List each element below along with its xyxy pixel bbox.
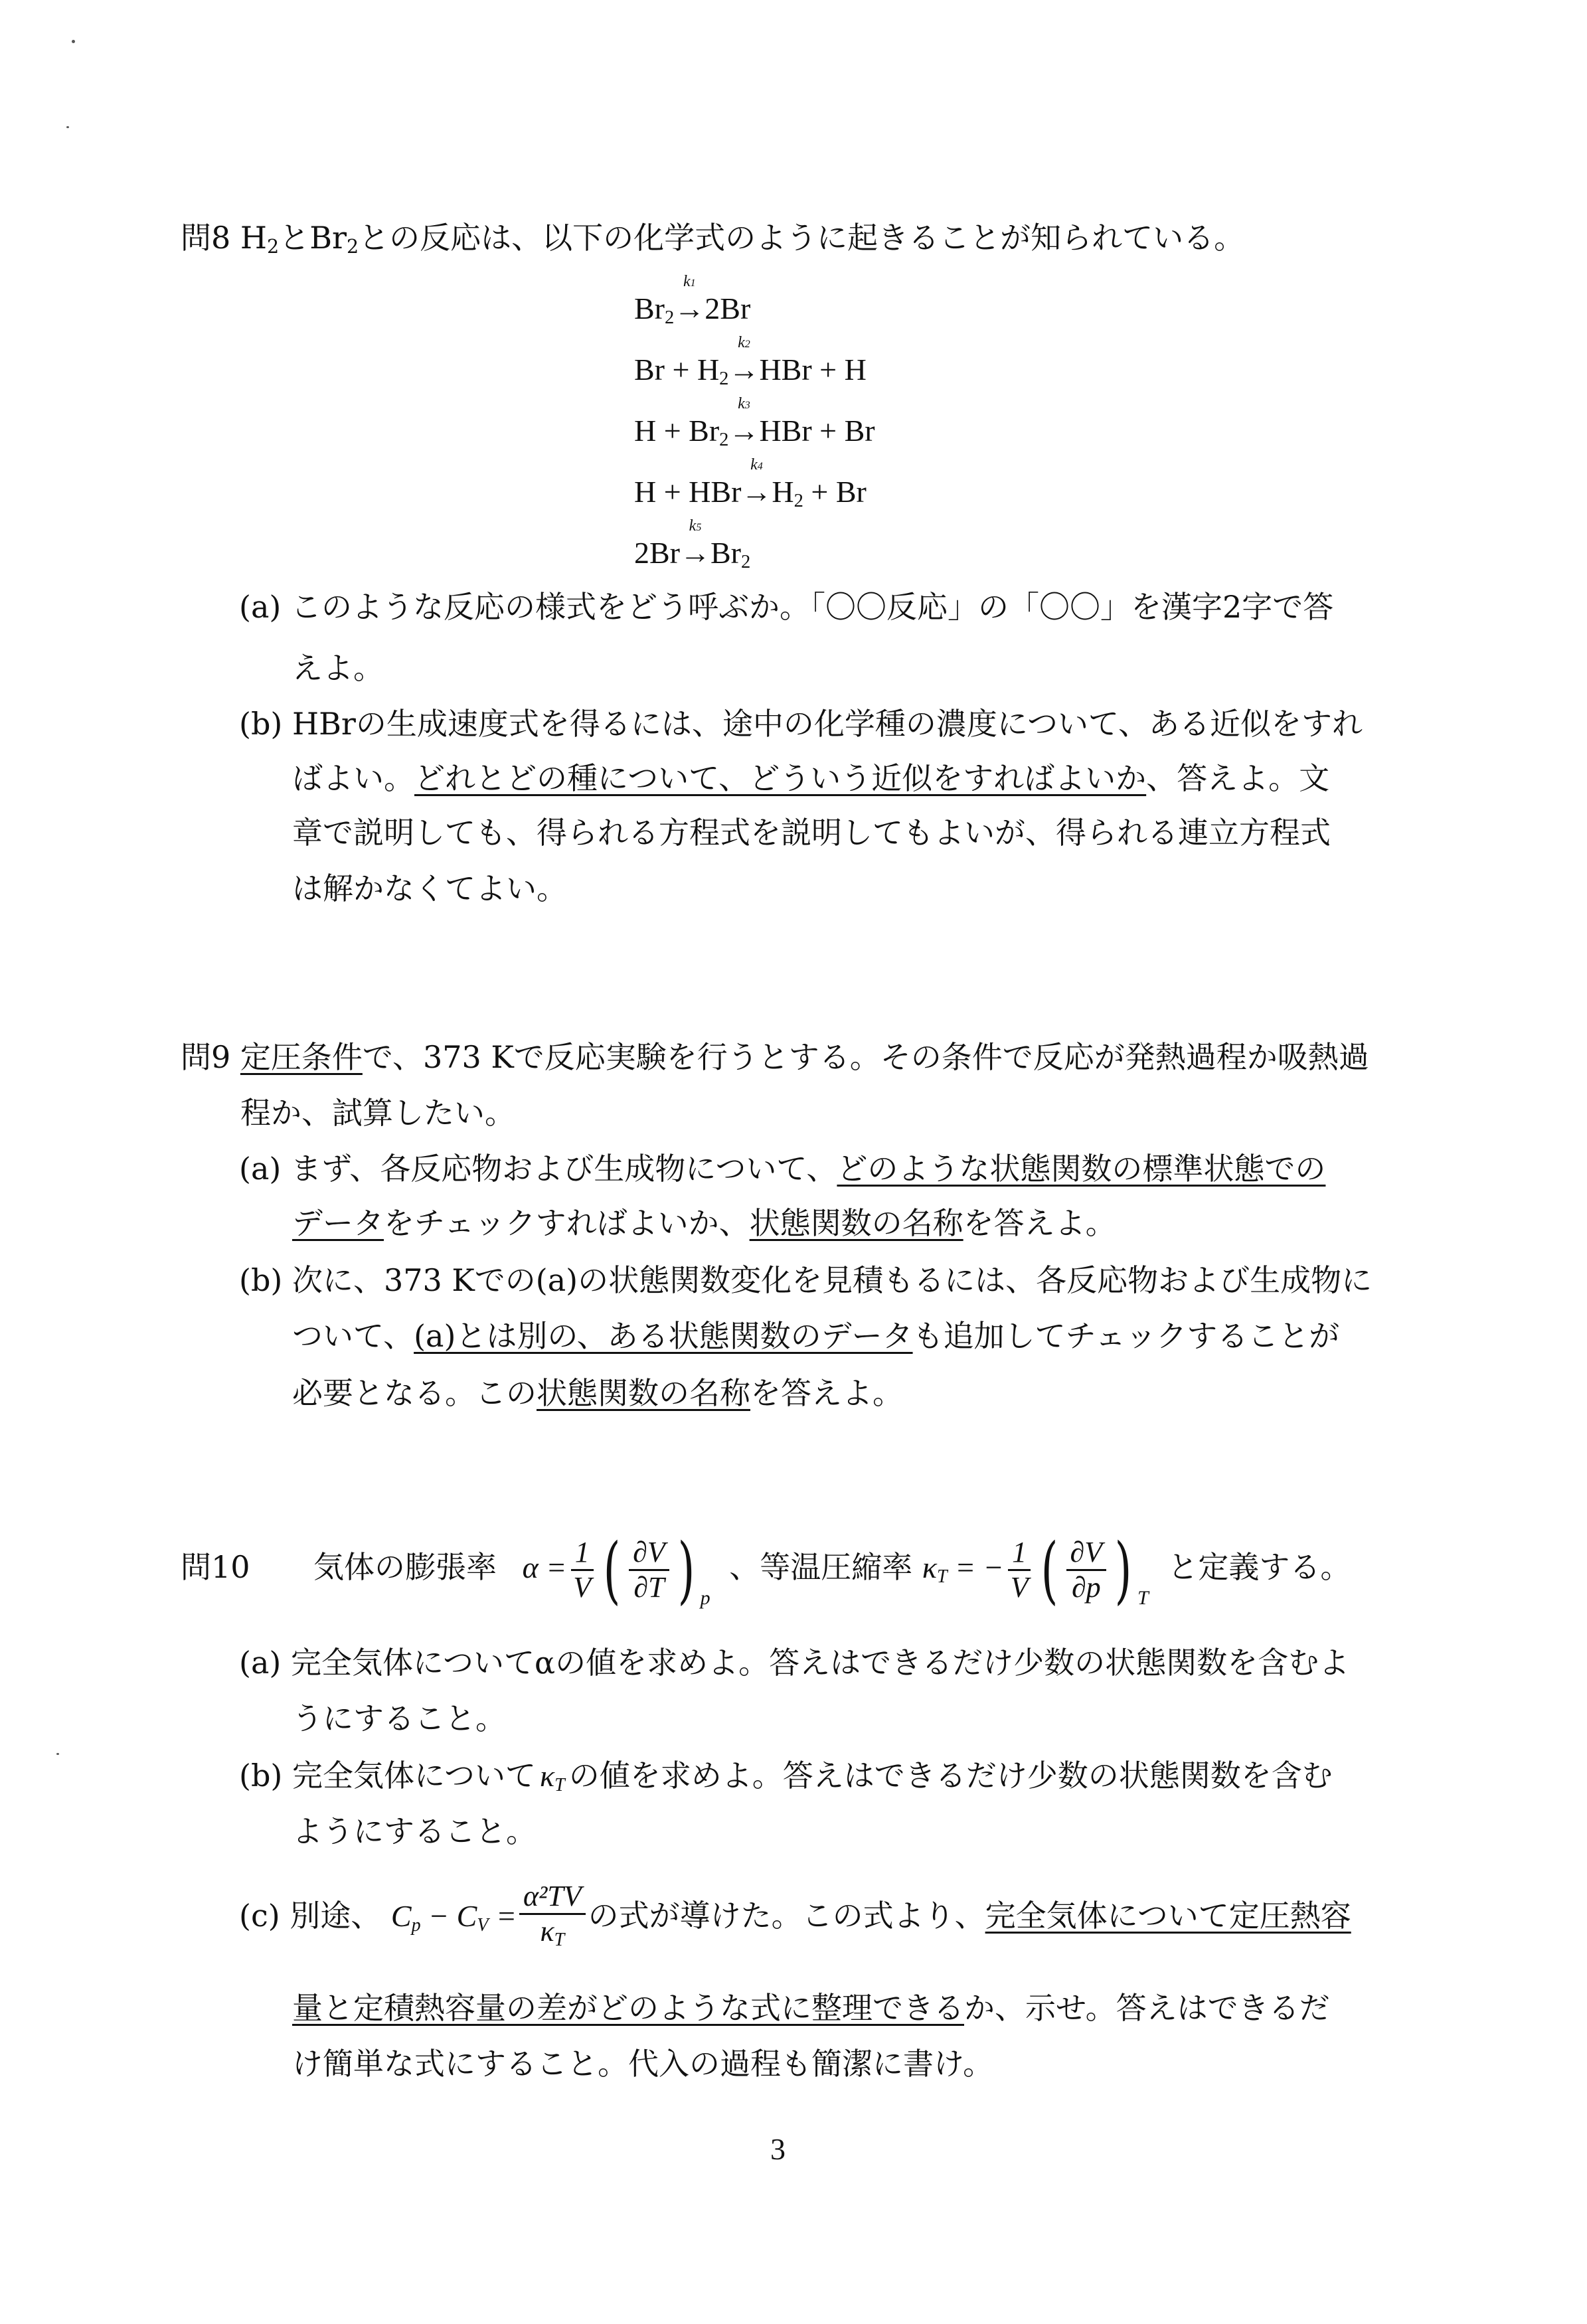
q10-a-line1: (a) 完全気体についてαの値を求めよ。答えはできるだけ少数の状態関数を含むよ [239, 1645, 1350, 1681]
heat-capacity-difference: $C_p - C_V$ = [390, 1899, 517, 1936]
q8-intro-text: との反応は、以下の化学式のように起きることが知られている。 [359, 220, 1245, 256]
q9-a-underlined-1: どのような状態関数の標準状態での [837, 1151, 1326, 1187]
q8-b-line3: 章で説明しても、得られる方程式を説明してもよいが、得られる連立方程式 [292, 815, 1331, 851]
q10-b-line2: ようにすること。 [292, 1813, 537, 1849]
scan-speck [66, 126, 69, 128]
q8-intro-br2: と$Br_2$ [279, 220, 359, 258]
q8-intro [181, 218, 1244, 267]
q8-intro-h2: $H_2$ [240, 220, 280, 258]
q9-b-line1: (b) 次に、373 Kでの(a)の状態関数変化を見積もるには、各反応物および生成物に [239, 1262, 1373, 1298]
q10-c-underlined-2: 量と定積熱容量の差がどのような式に整理できる [292, 1990, 964, 2026]
q10-c-line1: (c) 別途、 $C_p - C_V$ = $\frac{\text{α²TV}}{\kappa_T}$ の式が導けた。この式より、完全気体について定圧熱容 [239, 1879, 1351, 1962]
q10-c-line3: け簡単な式にすること。代入の過程も簡潔に書け。 [292, 2046, 994, 2082]
fraction-alpha2TV-over-kappa: $\frac{\text{α²TV}}{\kappa_T}$ [519, 1880, 586, 1957]
reaction-3: $H + Br_2\to$ k3 HBr + Br [634, 395, 875, 451]
kappa-symbol: $\kappa_T$ [540, 1759, 565, 1795]
q9-a-underlined-3: 状態関数の名称 [749, 1205, 963, 1241]
fraction-dV-dp: $\frac{\partial V}{\partial p}$ [1066, 1536, 1107, 1604]
q10-number: 問10 [181, 1549, 250, 1585]
q8-b-underlined: どれとどの種について、どういう近似をすればよいか [414, 760, 1147, 796]
q10-a-line2: うにすること。 [292, 1701, 506, 1736]
scan-speck [72, 40, 75, 43]
q9-b-underlined-1: (a)とは別の、ある状態関数のデータ [414, 1318, 913, 1354]
q8-a-line2: えよ。 [292, 650, 384, 686]
q8-b-line2: ばよい。どれとどの種について、どういう近似をすればよいか、答えよ。文 [292, 760, 1330, 796]
q10-c-underlined-1: 完全気体について定圧熱容 [985, 1898, 1351, 1934]
fraction-one-over-V-2: $\frac{1}{V}$ [1007, 1536, 1033, 1604]
q9-b-line3: 必要となる。この状態関数の名称を答えよ。 [292, 1375, 903, 1411]
q9-a-underlined-2: データ [292, 1205, 384, 1241]
q9-b-line2: ついて、(a)とは別の、ある状態関数のデータも追加してチェックすることが [292, 1318, 1340, 1354]
q8-b-line1: (b) HBrの生成速度式を得るには、途中の化学種の濃度について、ある近似をすれ [239, 706, 1363, 742]
q10-c-line2: 量と定積熱容量の差がどのような式に整理できるか、示せ。答えはできるだ [292, 1990, 1330, 2026]
reaction-1: $Br_2\to$ k1 2Br [634, 273, 751, 329]
q9-number: 問9 [181, 1039, 240, 1075]
q9-a-line2: データをチェックすればよいか、状態関数の名称を答えよ。 [292, 1205, 1116, 1241]
q8-b-line4: は解かなくてよい。 [292, 871, 567, 906]
q9-underlined-condition: 定圧条件 [240, 1039, 363, 1075]
kappa-definition: $\kappa_T$ = − [922, 1550, 1004, 1587]
page-number: 3 [770, 2132, 786, 2166]
q9-a-line1: (a) まず、各反応物および生成物について、どのような状態関数の標準状態での [239, 1151, 1326, 1187]
q8-a-line1: (a) このような反応の様式をどう呼ぶか。「〇〇反応」の「〇〇」を漢字2字で答 [239, 589, 1334, 625]
reaction-2: $Br + H_2\to$ k2 HBr + H [634, 334, 867, 390]
q9-line2: 程か、試算したい。 [240, 1095, 515, 1131]
reaction-5: 2Br→ k5 $Br_2$ [634, 517, 751, 573]
alpha-definition: α = [522, 1550, 567, 1584]
scan-speck [56, 1753, 59, 1755]
fraction-one-over-V: $\frac{1}{V}$ [569, 1536, 595, 1604]
q9-line1: 問9 定圧条件で、373 Kで反応実験を行うとする。その条件で反応が発熱過程か吸熱過 [181, 1039, 1369, 1075]
q8-number: 問8 [181, 220, 231, 256]
q9-b-underlined-2: 状態関数の名称 [537, 1375, 750, 1411]
q10-b-line1: (b) 完全気体について $\kappa_T$ の値を求めよ。答えはできるだけ少数の状態関数を含む [239, 1758, 1333, 1795]
fraction-dV-dT: $\frac{\partial V}{\partial T}$ [629, 1536, 669, 1604]
q10-definition-line: 問10 気体の膨張率 α = $\frac{1}{V}$ ( $\frac{\partial V}{\partial T}$ ) $_p$ 、等温圧縮率 $\kappa_T$ = − $\frac{1}{V}$ ( $\frac{\partial V}{\partial p}$ ) $_T$ と定義する。 [181, 1527, 1351, 1612]
reaction-4: H + HBr→ k4 $H_2 + Br$ [634, 456, 867, 512]
